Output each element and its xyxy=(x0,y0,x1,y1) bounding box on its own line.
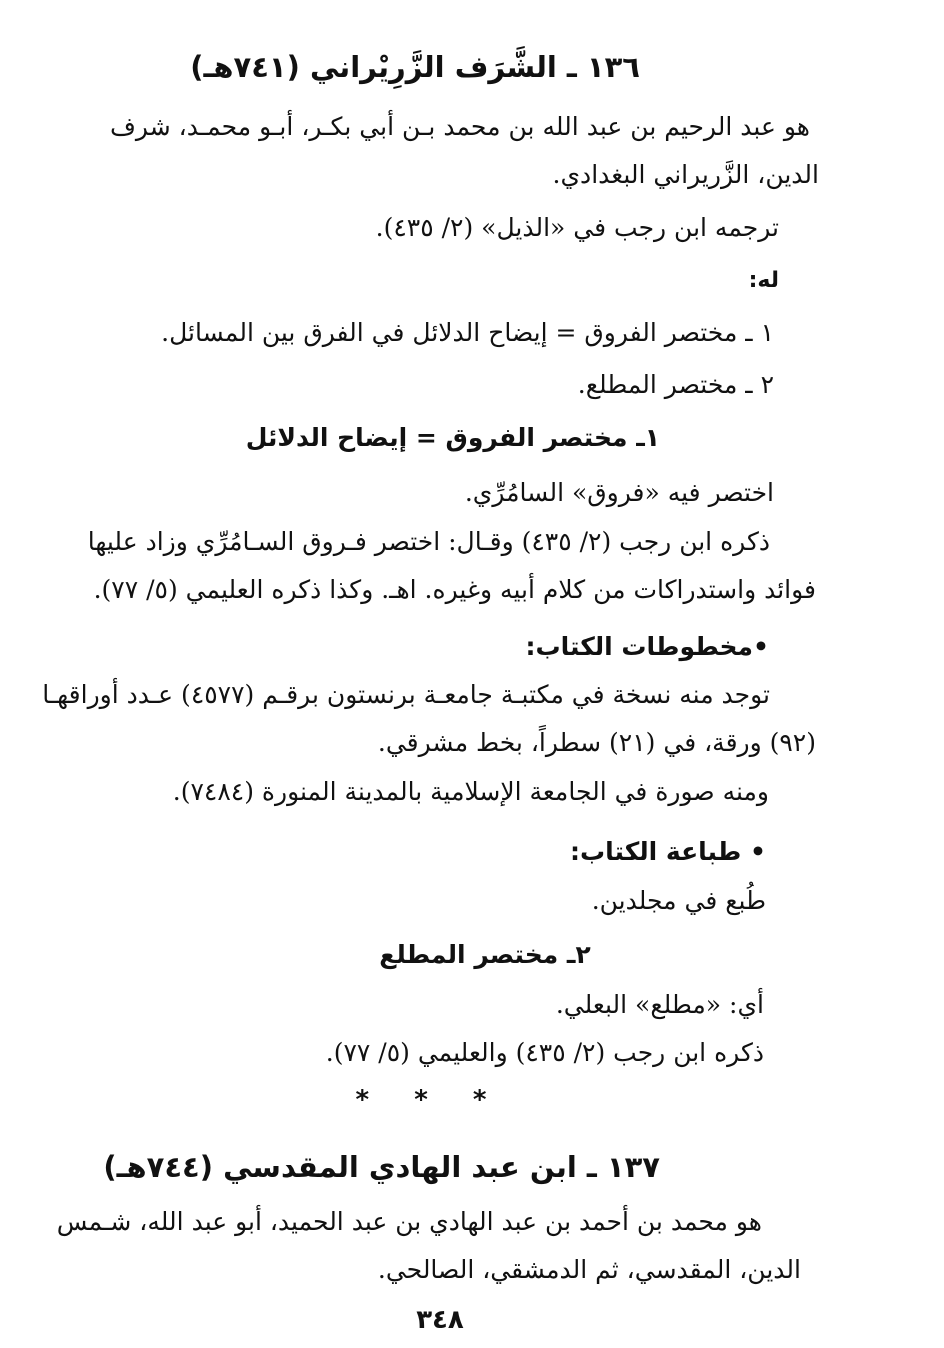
manuscripts-heading: •مخطوطات الكتاب: xyxy=(525,632,769,661)
work-item-2: ٢ ـ مختصر المطلع. xyxy=(577,370,774,399)
printing-heading: • طباعة الكتاب: xyxy=(570,837,766,866)
entry-136-translated-by: ترجمه ابن رجب في «الذيل» (٢/ ٤٣٥). xyxy=(375,213,779,242)
work-item-1: ١ ـ مختصر الفروق = إيضاح الدلائل في الفرق بين المسائل. xyxy=(161,318,774,347)
entry-136-heading: ١٣٦ ـ الشَّرَف الزَّرِيْراني (٧٤١هـ) xyxy=(190,50,640,84)
section-1-line-2: ذكره ابن رجب (٢/ ٤٣٥) وقـال: اختصر فـروق السـامُرِّي وزاد عليها xyxy=(87,527,770,556)
section-2-heading: ٢ـ مختصر المطلع xyxy=(379,940,591,969)
manuscripts-line-1: توجد منه نسخة في مكتبـة جامعـة برنستون برقـم (٤٥٧٧) عـدد أوراقهـا xyxy=(42,680,770,709)
manuscripts-line-3: ومنه صورة في الجامعة الإسلامية بالمدينة المنورة (٧٤٨٤). xyxy=(172,777,769,806)
section-2-line-1: أي: «مطلع» البعلي. xyxy=(555,990,764,1019)
entry-137-heading: ١٣٧ ـ ابن عبد الهادي المقدسي (٧٤٤هـ) xyxy=(103,1150,660,1184)
entry-137-bio-line-1: هو محمد بن أحمد بن عبد الهادي بن عبد الحميد، أبو عبد الله، شـمس xyxy=(56,1207,762,1236)
entry-136-bio-line-1: هو عبد الرحيم بن عبد الله بن محمد بـن أبي بكـر، أبـو محمـد، شرف xyxy=(110,112,810,141)
section-1-line-3: فوائد واستدراكات من كلام أبيه وغيره. اهـ. وكذا ذكره العليمي (٥/ ٧٧). xyxy=(93,575,816,604)
entry-137-bio-line-2: الدين، المقدسي، ثم الدمشقي، الصالحي. xyxy=(377,1255,801,1284)
section-1-heading: ١ـ مختصر الفروق = إيضاح الدلائل xyxy=(245,423,660,452)
manuscripts-line-2: (٩٢) ورقة، في (٢١) سطراً، بخط مشرقي. xyxy=(377,728,816,757)
page-number: ٣٤٨ xyxy=(416,1305,464,1335)
printing-line-1: طُبع في مجلدين. xyxy=(591,886,766,915)
section-2-line-2: ذكره ابن رجب (٢/ ٤٣٥) والعليمي (٥/ ٧٧). xyxy=(325,1038,764,1067)
section-1-line-1: اختصر فيه «فروق» السامُرِّي. xyxy=(464,478,774,507)
works-label: له: xyxy=(748,268,779,293)
section-separator: * * * xyxy=(355,1085,505,1115)
entry-136-bio-line-2: الدين، الزَّريراني البغدادي. xyxy=(552,160,819,189)
